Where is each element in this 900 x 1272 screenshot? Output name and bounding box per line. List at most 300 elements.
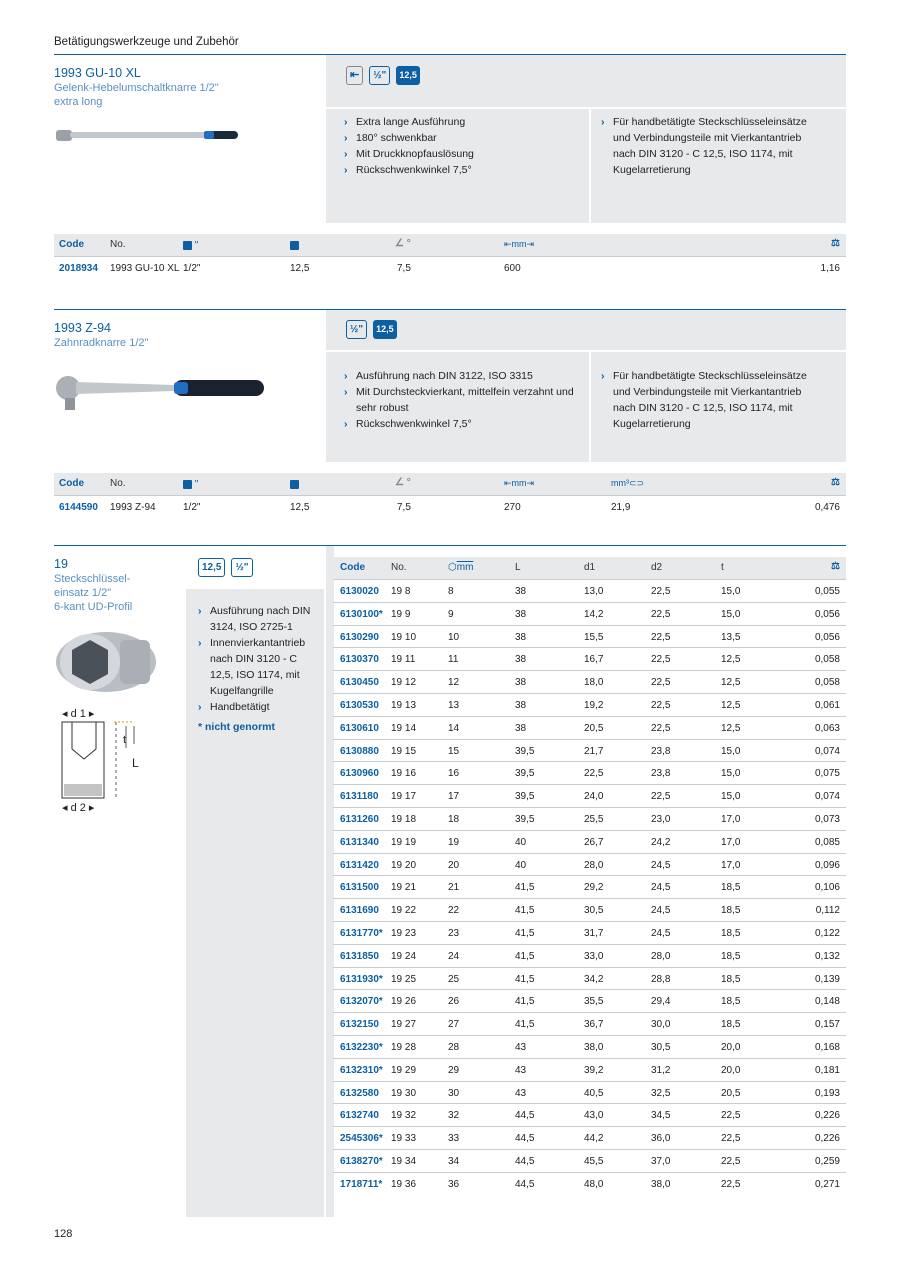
cell-d1: 40,5 [584,1087,604,1099]
cell-code: 6130530 [340,699,379,711]
product1-features-left [326,109,589,223]
cell-weight: 0,271 [814,1178,840,1190]
cell-code: 6130880 [340,745,379,757]
cell-weight: 0,226 [814,1133,840,1145]
feature-item: › Ausführung nach DIN 3124, ISO 2725-1 [198,605,311,633]
cell-no: 19 33 [391,1133,417,1145]
feature-item: › Rückschwenkwinkel 7,5° [344,418,472,430]
table-row [333,602,846,625]
cell-weight: 0,061 [814,699,840,711]
cell-L: 41,5 [515,950,535,962]
size-badge: 12,5 [198,558,225,577]
col-code: Code [59,239,84,250]
chevron-right-icon: › [344,164,348,176]
row-weight: 0,476 [814,502,840,513]
cell-L: 41,5 [515,927,535,939]
cell-size: 15 [448,745,460,757]
reversible-icon: ⇤ [346,66,363,85]
product3-table-body [333,579,846,1195]
cell-code: 6131420 [340,859,379,871]
socket-diagram [54,704,144,814]
cell-t: 18,5 [721,996,741,1008]
col-length: ⇤mm⇥ [504,478,535,488]
table-row [333,875,846,898]
cell-size: 28 [448,1041,460,1053]
row-length: 600 [504,263,521,274]
cell-t: 12,5 [721,722,741,734]
col-drive: " [183,479,198,490]
cell-no: 19 27 [391,1019,417,1031]
cell-L: 44,5 [515,1178,535,1190]
product2-table-header [54,473,846,495]
chevron-right-icon: › [198,605,202,617]
cell-no: 19 10 [391,631,417,643]
row-no: 1993 Z-94 [110,502,156,513]
cell-size: 24 [448,950,460,962]
cell-weight: 0,058 [814,654,840,666]
cell-no: 19 15 [391,745,417,757]
cell-size: 9 [448,608,454,620]
cell-size: 11 [448,654,459,666]
cell-L: 38 [515,654,527,666]
table-row [333,1058,846,1081]
square-size-icon [290,241,299,250]
feature-item: › Mit Druckknopfauslösung [344,148,474,160]
feature-item: › Rückschwenkwinkel 7,5° [344,164,472,176]
cell-d2: 22,5 [651,631,671,643]
cell-weight: 0,074 [814,745,840,757]
cell-d2: 34,5 [651,1110,671,1122]
not-standard-note: * nicht genormt [198,721,276,733]
table-row [333,1126,846,1149]
feature-item: › Innenvierkantantrieb nach DIN 3120 - C 12,5, ISO 1174, mit Kugelfangrille [198,637,306,697]
product3-subtitle3: 6-kant UD-Profil [54,601,133,613]
chevron-right-icon: › [344,386,348,398]
cell-code: 6130290 [340,631,379,643]
d1-label: ◂ d 1 ▸ [62,708,95,720]
cell-d1: 38,0 [584,1041,604,1053]
cell-d1: 45,5 [584,1155,604,1167]
size-badge: 12,5 [396,66,420,85]
col-no: No. [391,562,407,573]
cell-no: 19 11 [391,654,416,666]
product1-table-header [54,234,846,256]
product3-title: 19 [54,557,68,571]
cell-L: 44,5 [515,1133,535,1145]
cell-size: 18 [448,813,460,825]
cell-d1: 26,7 [584,836,604,848]
cell-d2: 30,5 [651,1041,671,1053]
cell-code: 6130100* [340,608,383,620]
drive-badge: ½" [346,320,367,339]
cell-weight: 0,063 [814,722,840,734]
torque-icon: ⊂⊃ [629,478,645,488]
cell-t: 17,0 [721,859,741,871]
cell-L: 39,5 [515,791,535,803]
cell-d1: 31,7 [584,927,604,939]
divider [54,495,846,496]
cell-d1: 35,5 [584,996,604,1008]
cell-code: 2545306* [340,1133,383,1145]
cell-code: 6132230* [340,1041,383,1053]
table-row [333,579,846,602]
table-row [333,761,846,784]
cell-t: 20,0 [721,1041,741,1053]
cell-L: 44,5 [515,1155,535,1167]
col-angle: ∠ ° [395,477,411,488]
cell-size: 8 [448,586,454,597]
cell-no: 19 19 [391,836,417,848]
cell-code: 6131340 [340,836,379,848]
cell-t: 12,5 [721,677,741,689]
col-d1: d1 [584,562,596,573]
cell-L: 39,5 [515,745,535,757]
cell-weight: 0,122 [814,927,840,939]
cell-weight: 0,056 [814,608,840,620]
cell-no: 19 32 [391,1110,417,1122]
feature-item: › Extra lange Ausführung [344,116,466,128]
hex-icon: ⬡ [448,562,457,573]
table-row [333,625,846,648]
cell-L: 40 [515,836,527,848]
cell-L: 38 [515,699,527,711]
cell-d2: 28,0 [651,950,671,962]
cell-t: 22,5 [721,1133,741,1145]
cell-d1: 14,2 [584,608,604,620]
cell-size: 26 [448,996,460,1008]
cell-t: 17,0 [721,813,741,825]
feature-item: › Ausführung nach DIN 3122, ISO 3315 [344,370,533,382]
cell-d1: 28,0 [584,859,604,871]
table-row [333,989,846,1012]
cell-d1: 33,0 [584,950,604,962]
size-badge: 12,5 [373,320,397,339]
cell-size: 36 [448,1178,460,1190]
row-no: 1993 GU-10 XL [110,263,180,274]
cell-code: 6130370 [340,654,379,666]
cell-size: 27 [448,1019,460,1031]
col-no: No. [110,239,126,250]
cell-d1: 44,2 [584,1133,604,1145]
cell-d1: 13,0 [584,586,604,597]
cell-no: 19 18 [391,813,417,825]
drive-badge: ½" [231,558,252,577]
product2-subtitle: Zahnradknarre 1/2" [54,337,149,349]
table-row [333,898,846,921]
cell-no: 19 8 [391,586,411,597]
length-arrow-icon: ⇤ [504,239,512,249]
cell-no: 19 20 [391,859,417,871]
cell-d2: 36,0 [651,1133,671,1145]
feature-item: › Handbetätigt [198,701,270,713]
table-row [333,784,846,807]
cell-weight: 0,181 [814,1064,840,1076]
cell-L: 38 [515,722,527,734]
cell-L: 41,5 [515,996,535,1008]
product2-features-right [591,352,846,462]
cell-d1: 36,7 [584,1019,604,1031]
d2-label: ◂ d 2 ▸ [62,802,95,814]
cell-code: 6131930* [340,973,383,985]
cell-size: 29 [448,1064,460,1076]
section-header: Betätigungswerkzeuge und Zubehör [54,36,239,48]
cell-code: 6132150 [340,1019,379,1031]
cell-L: 41,5 [515,973,535,985]
ratchet-image [54,374,266,414]
product3-subtitle1: Steckschlüssel- [54,573,131,585]
chevron-right-icon: › [344,418,348,430]
feature-item: › Für handbetätigte Steckschlüsseleinsätze und Verbindungsteile mit Vierkantantrieb nach DIN 3120 - C 12,5, ISO 1174, mit Kugelarretierung [601,370,807,430]
cell-d2: 31,2 [651,1064,671,1076]
cell-weight: 0,148 [814,996,840,1008]
cell-d2: 32,5 [651,1087,671,1099]
cell-d1: 21,7 [584,745,604,757]
cell-t: 17,0 [721,836,741,848]
col-angle: ∠ ° [395,238,411,249]
cell-t: 13,5 [721,631,741,643]
cell-L: 41,5 [515,1019,535,1031]
cell-d1: 18,0 [584,677,604,689]
cell-L: 38 [515,586,527,597]
cell-d2: 22,5 [651,699,671,711]
cell-L: 38 [515,631,527,643]
cell-code: 6132580 [340,1087,379,1099]
cell-weight: 0,168 [814,1041,840,1053]
cell-code: 6132070* [340,996,383,1008]
chevron-right-icon: › [601,116,605,128]
cell-weight: 0,259 [814,1155,840,1167]
cell-no: 19 9 [391,608,411,620]
cell-code: 6131850 [340,950,379,962]
cell-d2: 23,8 [651,745,671,757]
cell-d1: 15,5 [584,631,604,643]
row-size: 12,5 [290,263,310,274]
product3-features-panel [186,589,324,1217]
table-row [333,693,846,716]
cell-no: 19 34 [391,1155,417,1167]
cell-code: 6131500 [340,882,379,894]
cell-size: 25 [448,973,460,985]
row-code: 2018934 [59,263,98,274]
square-drive-icon [183,241,192,250]
cell-no: 19 28 [391,1041,417,1053]
cell-no: 19 30 [391,1087,417,1099]
product3-table-header [333,557,846,579]
cell-L: 41,5 [515,905,535,917]
product2-badge-panel [326,310,846,350]
cell-d2: 22,5 [651,722,671,734]
product2-title: 1993 Z-94 [54,321,111,335]
col-size [290,479,299,490]
L-label: L [132,756,139,770]
cell-t: 22,5 [721,1178,741,1190]
cell-t: 22,5 [721,1110,741,1122]
cell-size: 10 [448,631,460,643]
product2-table-row [54,495,846,517]
table-row [333,853,846,876]
cell-t: 18,5 [721,905,741,917]
cell-no: 19 22 [391,905,417,917]
product3-badges [186,546,324,586]
cell-size: 12 [448,677,460,689]
col-d2: d2 [651,562,663,573]
cell-size: 30 [448,1087,460,1099]
table-row [333,830,846,853]
product1-subtitle: Gelenk-Hebelumschaltknarre 1/2" [54,82,219,94]
page-number: 128 [54,1228,73,1240]
cell-d1: 29,2 [584,882,604,894]
cell-size: 16 [448,768,460,780]
cell-size: 19 [448,836,460,848]
cell-t: 15,0 [721,608,741,620]
cell-d2: 22,5 [651,608,671,620]
cell-t: 20,0 [721,1064,741,1076]
table-row [333,1081,846,1104]
product3-subtitle2: einsatz 1/2" [54,587,112,599]
t-label: t [123,734,127,746]
row-torque: 21,9 [611,502,631,513]
cell-t: 15,0 [721,768,741,780]
cell-no: 19 14 [391,722,417,734]
angle-icon: ∠ [395,477,404,488]
cell-d2: 24,5 [651,927,671,939]
cell-code: 6130610 [340,722,379,734]
cell-d1: 34,2 [584,973,604,985]
cell-d1: 43,0 [584,1110,604,1122]
cell-code: 1718711* [340,1178,383,1190]
cell-d2: 23,0 [651,813,671,825]
chevron-right-icon: › [198,637,202,649]
ratchet-xl-image [54,124,244,146]
row-angle: 7,5 [397,263,411,274]
drive-badge: ½" [369,66,390,85]
cell-L: 38 [515,677,527,689]
cell-d2: 30,0 [651,1019,671,1031]
cell-code: 6130960 [340,768,379,780]
cell-t: 18,5 [721,1019,741,1031]
col-size [290,240,299,251]
cell-d2: 24,5 [651,882,671,894]
product1-table-row [54,256,846,278]
cell-d2: 28,8 [651,973,671,985]
cell-size: 13 [448,699,460,711]
col-drive: " [183,240,198,251]
row-size: 12,5 [290,502,310,513]
cell-no: 19 13 [391,699,417,711]
socket-image [54,630,160,694]
cell-L: 39,5 [515,813,535,825]
cell-code: 6131770* [340,927,383,939]
cell-size: 14 [448,722,460,734]
cell-size: 33 [448,1133,460,1145]
cell-t: 15,0 [721,745,741,757]
chevron-right-icon: › [344,132,348,144]
cell-t: 12,5 [721,654,741,666]
cell-weight: 0,132 [814,950,840,962]
chevron-right-icon: › [601,370,605,382]
cell-code: 6131180 [340,791,379,803]
cell-weight: 0,085 [814,836,840,848]
cell-L: 43 [515,1064,527,1076]
cell-code: 6130020 [340,586,379,597]
feature-item: › Für handbetätigte Steckschlüsseleinsätze und Verbindungsteile mit Vierkantantrieb nach DIN 3120 - C 12,5, ISO 1174, mit Kugelarretierung [601,116,807,176]
cell-d2: 22,5 [651,586,671,597]
cell-t: 22,5 [721,1155,741,1167]
table-row [333,670,846,693]
cell-size: 32 [448,1110,460,1122]
cell-weight: 0,056 [814,631,840,643]
square-size-icon [290,480,299,489]
table-row [333,944,846,967]
col-code: Code [340,562,365,573]
cell-t: 18,5 [721,950,741,962]
cell-d2: 29,4 [651,996,671,1008]
cell-t: 18,5 [721,973,741,985]
cell-t: 15,0 [721,586,741,597]
cell-size: 23 [448,927,460,939]
cell-no: 19 21 [391,882,417,894]
cell-d1: 48,0 [584,1178,604,1190]
cell-no: 19 25 [391,973,417,985]
cell-weight: 0,157 [814,1019,840,1031]
cell-no: 19 29 [391,1064,417,1076]
cell-weight: 0,112 [815,905,840,917]
cell-code: 6131260 [340,813,379,825]
cell-weight: 0,139 [814,973,840,985]
product3-rule [54,545,846,546]
cell-code: 6132310* [340,1064,383,1076]
cell-no: 19 23 [391,927,417,939]
cell-d1: 30,5 [584,905,604,917]
col-torque: mm³⊂⊃ [611,478,645,488]
length-arrow-icon: ⇤ [504,478,512,488]
table-row [333,647,846,670]
cell-L: 39,5 [515,768,535,780]
cell-d2: 37,0 [651,1155,671,1167]
cell-code: 6138270* [340,1155,383,1167]
cell-size: 22 [448,905,460,917]
col-length: ⇤mm⇥ [504,239,535,249]
cell-d2: 22,5 [651,677,671,689]
table-row [333,967,846,990]
cell-no: 19 16 [391,768,417,780]
weight-icon: ⚖ [831,238,840,249]
cell-weight: 0,106 [814,882,840,894]
cell-d2: 24,5 [651,859,671,871]
cell-weight: 0,073 [814,813,840,825]
feature-item: › 180° schwenkbar [344,132,437,144]
cell-weight: 0,096 [814,859,840,871]
cell-t: 12,5 [721,699,741,711]
cell-no: 19 17 [391,791,417,803]
product1-title: 1993 GU-10 XL [54,66,141,80]
row-length: 270 [504,502,521,513]
product2-features-left [326,352,589,462]
product1-features-right [591,109,846,223]
cell-d1: 20,5 [584,722,604,734]
cell-d1: 16,7 [584,654,604,666]
cell-L: 40 [515,859,527,871]
square-drive-icon [183,480,192,489]
row-angle: 7,5 [397,502,411,513]
cell-L: 44,5 [515,1110,535,1122]
table-row [333,807,846,830]
cell-d2: 24,5 [651,905,671,917]
chevron-right-icon: › [344,148,348,160]
angle-icon: ∠ [395,238,404,249]
table-row [333,1149,846,1172]
cell-d2: 23,8 [651,768,671,780]
